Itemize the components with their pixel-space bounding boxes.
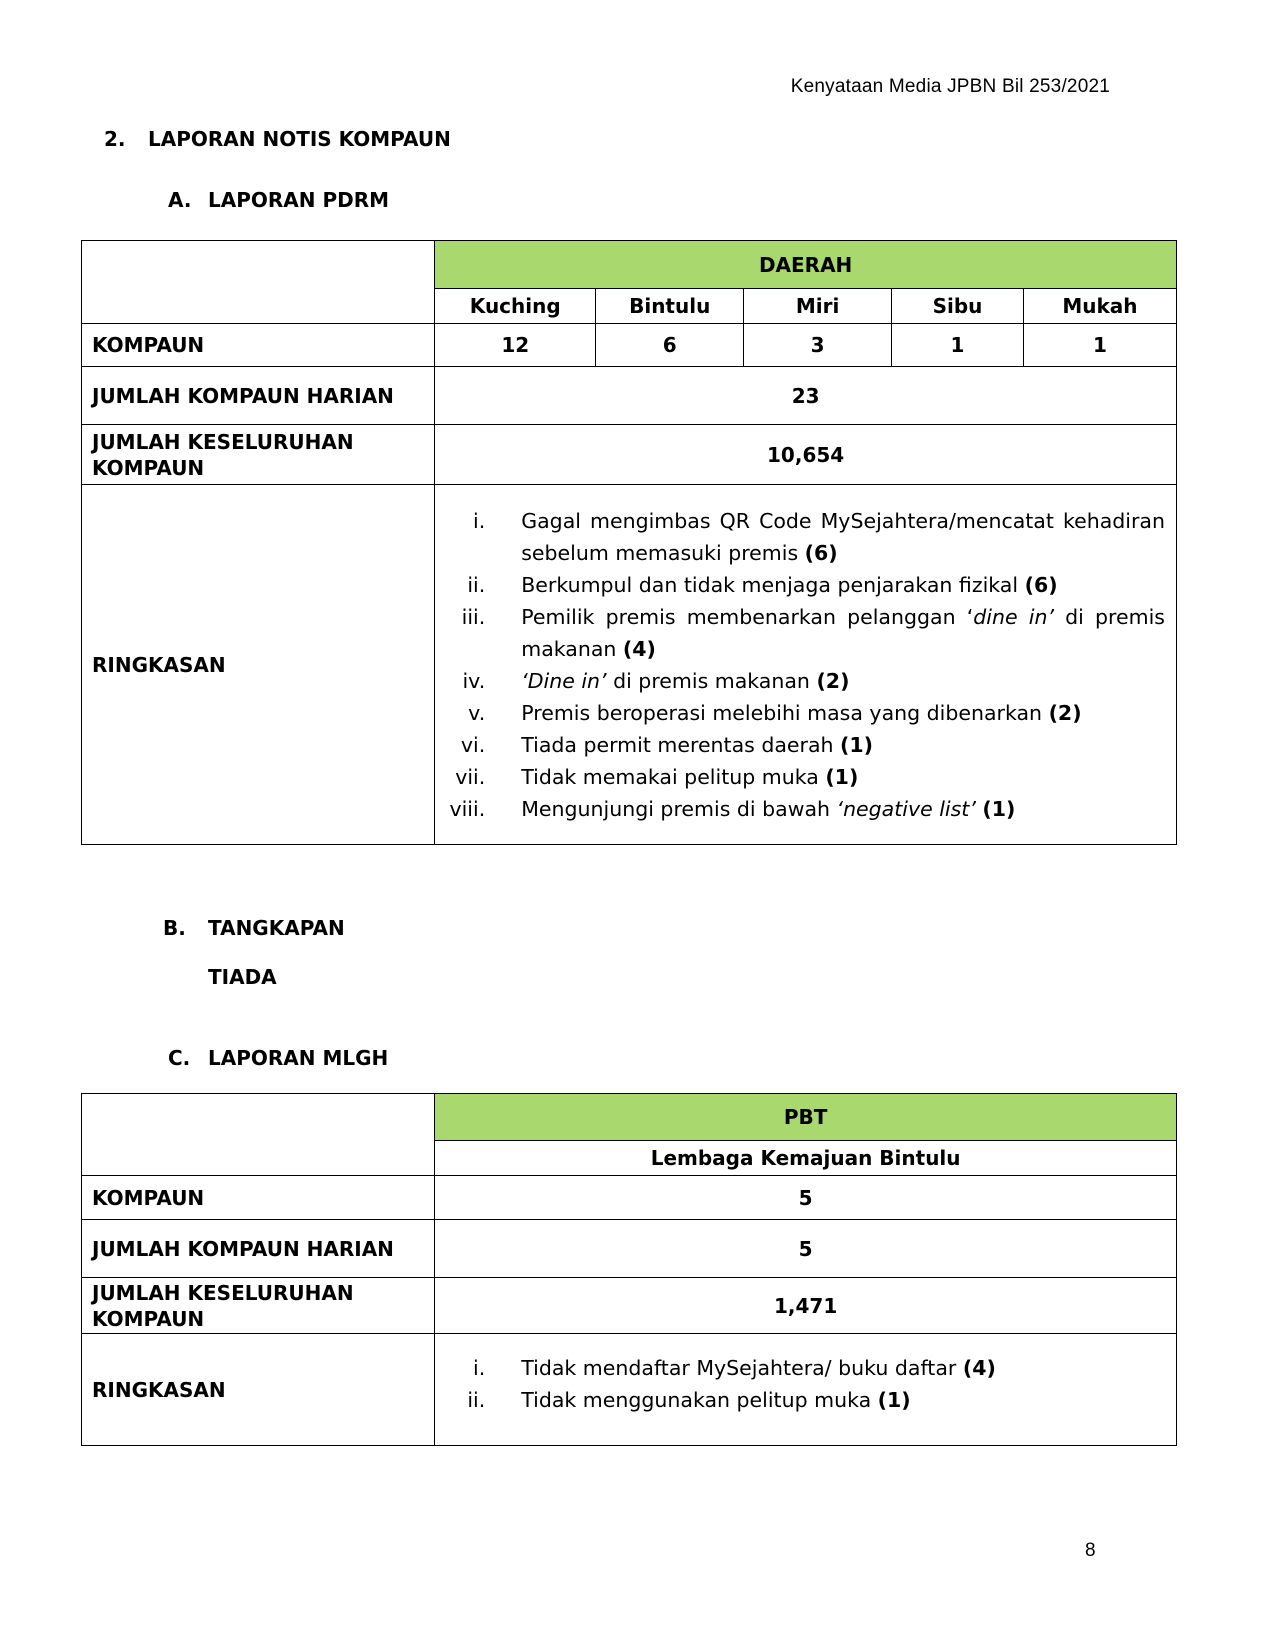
table-row [82,1220,1177,1278]
item-text: Premis beroperasi melebihi masa yang dibenarkan [521,700,1049,725]
row-label-line: JUMLAH KESELURUHAN [92,429,354,454]
compound-count: 1 [892,324,1024,367]
section-letter: B. [163,916,186,940]
compound-count: 6 [596,324,744,367]
daily-total-value: 23 [435,367,1177,425]
row-label-line: JUMLAH KESELURUHAN [92,1280,354,1305]
table-row [82,1176,1177,1220]
table-row [82,367,1177,425]
row-label: RINGKASAN [82,485,435,845]
summary-item [435,761,1165,793]
row-label [82,1278,435,1334]
table-row [82,324,1177,367]
item-count: (2) [1048,700,1082,725]
district-header: Mukah [1023,289,1176,324]
district-group-header: DAERAH [435,241,1177,289]
section-2-heading [104,127,451,151]
item-count: (1) [825,764,859,789]
item-number: vi. [460,732,486,757]
row-label [82,425,435,485]
item-text: Tidak mendaftar MySejahtera/ buku daftar [521,1355,963,1380]
compound-count: 12 [435,324,596,367]
arrest-value: TIADA [208,965,277,989]
item-text: Gagal mengimbas QR Code MySejahtera/mencatat kehadiran sebelum memasuki premis [521,508,1165,565]
table-row [82,425,1177,485]
item-text-italic: dine in’ [973,604,1054,629]
compound-count: 3 [744,324,892,367]
summary-list [435,1352,1165,1416]
summary-cell [435,485,1177,845]
district-header: Miri [744,289,892,324]
item-number: v. [468,700,486,725]
summary-item [435,569,1165,601]
summary-item [435,665,1165,697]
table-row [82,1278,1177,1334]
page-number: 8 [1085,1540,1096,1561]
summary-cell [435,1334,1177,1446]
pdrm-compound-table [81,240,1177,845]
overall-total-value: 1,471 [435,1278,1177,1334]
document-reference: Kenyataan Media JPBN Bil 253/2021 [790,76,1110,97]
item-count: (2) [816,668,850,693]
item-count: (4) [622,636,656,661]
item-text: Mengunjungi premis di bawah [521,796,837,821]
summary-item [435,1384,1165,1416]
item-count: (6) [804,540,838,565]
item-text-italic: ‘Dine in’ [521,668,607,693]
item-number: ii. [467,1387,486,1412]
item-text: Pemilik premis membenarkan pelanggan ‘ [521,604,974,629]
summary-item [435,697,1165,729]
summary-item [435,729,1165,761]
section-letter: C. [168,1046,191,1070]
summary-item [435,505,1165,569]
item-number: iv. [462,668,486,693]
daily-total-value: 5 [435,1220,1177,1278]
section-c-heading [168,1046,388,1070]
item-text: di premis makanan [521,604,1165,661]
mlgh-compound-table [81,1093,1177,1446]
item-count: (6) [1024,572,1058,597]
item-text: Tidak memakai pelitup muka [521,764,826,789]
empty-corner-cell [82,241,435,324]
section-title: LAPORAN PDRM [208,188,390,212]
item-count: (4) [962,1355,996,1380]
section-letter: A. [168,188,192,212]
table-row [82,485,1177,845]
row-label: JUMLAH KOMPAUN HARIAN [82,367,435,425]
item-number: vii. [455,764,486,789]
item-number: viii. [449,796,486,821]
item-text: Berkumpul dan tidak menjaga penjarakan fizikal [521,572,1025,597]
authority-header: Lembaga Kemajuan Bintulu [435,1141,1177,1176]
table-row [82,1334,1177,1446]
summary-item [435,793,1165,825]
overall-total-value: 10,654 [435,425,1177,485]
item-number: i. [473,1355,486,1380]
row-label-line: KOMPAUN [92,1306,205,1331]
row-label: JUMLAH KOMPAUN HARIAN [82,1220,435,1278]
district-header: Sibu [892,289,1024,324]
section-number: 2. [104,127,126,151]
item-count: (1) [982,796,1016,821]
item-number: i. [473,508,486,533]
district-header: Kuching [435,289,596,324]
row-label: KOMPAUN [82,324,435,367]
pbt-group-header: PBT [435,1094,1177,1141]
row-label: KOMPAUN [82,1176,435,1220]
section-title: LAPORAN MLGH [208,1046,389,1070]
compound-count: 1 [1023,324,1176,367]
section-title: LAPORAN NOTIS KOMPAUN [148,127,451,151]
item-text: Tiada permit merentas daerah [521,732,841,757]
section-b-heading [163,916,345,940]
summary-item [435,1352,1165,1384]
summary-list [435,505,1165,825]
empty-corner-cell [82,1094,435,1176]
item-number: iii. [461,604,486,629]
item-text: di premis makanan [606,668,817,693]
item-text-italic: ‘negative list’ [836,796,976,821]
section-a-heading [168,188,389,212]
item-text: Tidak menggunakan pelitup muka [521,1387,878,1412]
item-number: ii. [467,572,486,597]
item-count: (1) [840,732,874,757]
item-count: (1) [877,1387,911,1412]
section-title: TANGKAPAN [208,916,345,940]
row-label: RINGKASAN [82,1334,435,1446]
row-label-line: KOMPAUN [92,455,205,480]
district-header: Bintulu [596,289,744,324]
summary-item [435,601,1165,665]
compound-count: 5 [435,1176,1177,1220]
